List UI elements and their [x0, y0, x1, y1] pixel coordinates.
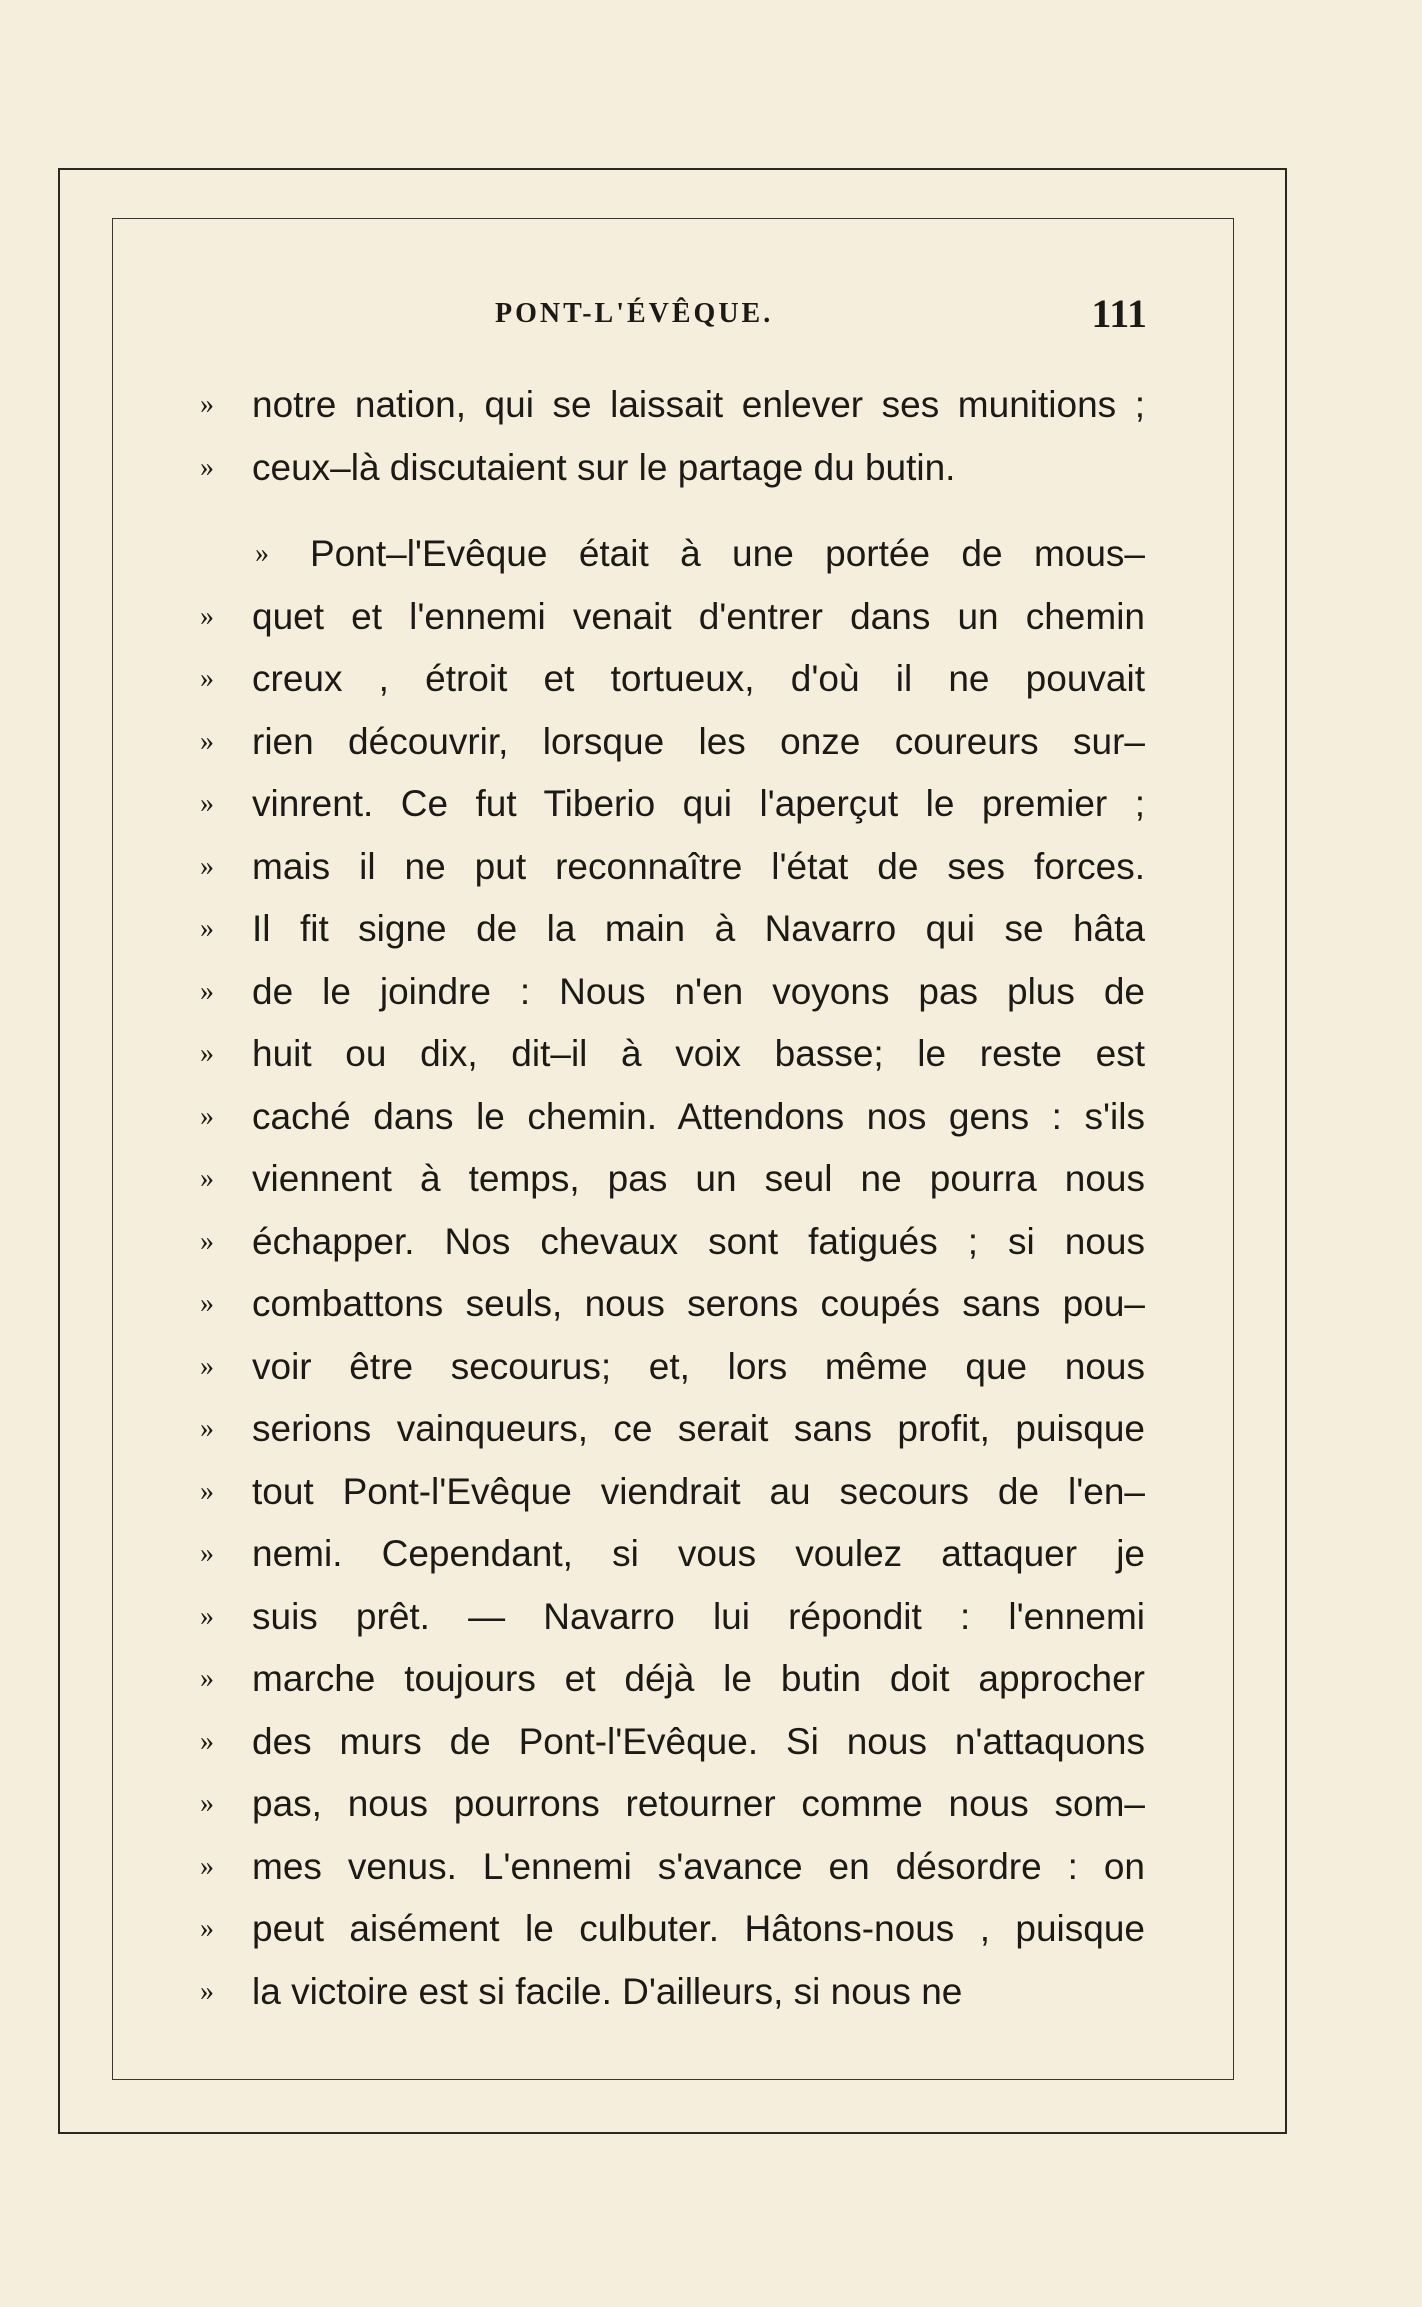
quote-mark: » — [200, 1725, 214, 1757]
text-line: de le joindre : Nous n'en voyons pas plus de — [252, 970, 1145, 1012]
text-line: rien découvrir, lorsque les onze coureurs sur– — [252, 720, 1145, 762]
page-header — [112, 291, 1147, 348]
text-line: la victoire est si facile. D'ailleurs, si nous ne — [252, 1970, 963, 2012]
text-line: nemi. Cependant, si vous voulez attaquer je — [252, 1533, 1145, 1574]
text-line: mais il ne put reconnaître l'état de ses forces. — [252, 845, 1145, 887]
quote-mark: » — [200, 1850, 214, 1882]
text-line: voir être secourus; et, lors même que nous — [252, 1345, 1145, 1387]
quote-mark: » — [200, 1538, 214, 1569]
text-line: huit ou dix, dit–il à voix basse; le reste est — [252, 1033, 1145, 1074]
text-line: ceux–là discutaient sur le partage du butin. — [252, 446, 956, 488]
page-number: 111 — [1091, 291, 1147, 336]
text-line: quet et l'ennemi venait d'entrer dans un chemin — [252, 595, 1145, 637]
quote-mark: » — [200, 1225, 214, 1257]
quote-mark: » — [200, 788, 214, 819]
quote-mark: » — [200, 1788, 214, 1819]
quote-mark: » — [200, 1288, 214, 1319]
quote-mark: » — [200, 913, 214, 944]
text-line: suis prêt. — Navarro lui répondit : l'ennemi — [252, 1595, 1145, 1637]
quote-mark: » — [200, 1913, 214, 1944]
text-line: creux , étroit et tortueux, d'où il ne pouvait — [252, 658, 1145, 699]
text-line: combattons seuls, nous serons coupés sans pou– — [252, 1283, 1145, 1324]
text-line: Il fit signe de la main à Navarro qui se hâta — [252, 908, 1145, 949]
quote-mark: » — [200, 389, 214, 420]
quote-mark: » — [200, 600, 214, 632]
quote-mark: » — [255, 538, 269, 569]
quote-mark: » — [200, 725, 214, 757]
quote-mark: » — [200, 1600, 214, 1632]
text-line: notre nation, qui se laissait enlever ses munitions ; — [252, 384, 1145, 425]
text-line: pas, nous pourrons retourner comme nous som– — [252, 1783, 1145, 1824]
quote-mark: » — [200, 1350, 214, 1382]
quote-mark: » — [200, 1100, 214, 1132]
quote-mark: » — [200, 1413, 214, 1444]
quote-mark: » — [200, 451, 214, 483]
text-line: marche toujours et déjà le butin doit approcher — [252, 1658, 1145, 1699]
quote-mark: » — [200, 1475, 214, 1507]
text-line: mes venus. L'ennemi s'avance en désordre : on — [252, 1845, 1145, 1887]
text-line: peut aisément le culbuter. Hâtons-nous , puisque — [252, 1908, 1145, 1949]
quote-mark: » — [200, 850, 214, 882]
text-line: vinrent. Ce fut Tiberio qui l'aperçut le premier ; — [252, 783, 1145, 824]
text-line: serions vainqueurs, ce serait sans profit, puisque — [252, 1408, 1145, 1449]
quote-mark: » — [200, 1038, 214, 1069]
text-line: échapper. Nos chevaux sont fatigués ; si nous — [252, 1220, 1145, 1262]
running-title: PONT-L'ÉVÊQUE. — [495, 298, 774, 329]
text-line: viennent à temps, pas un seul ne pourra nous — [252, 1158, 1145, 1199]
quote-mark: » — [200, 1975, 214, 2007]
text-line: des murs de Pont-l'Evêque. Si nous n'attaquons — [252, 1720, 1145, 1762]
text-line: Pont–l'Evêque était à une portée de mous– — [310, 533, 1145, 574]
text-line: tout Pont-l'Evêque viendrait au secours de l'en– — [252, 1470, 1145, 1512]
text-line: caché dans le chemin. Attendons nos gens : s'ils — [252, 1095, 1145, 1137]
quote-mark: » — [200, 1163, 214, 1194]
quote-mark: » — [200, 1663, 214, 1694]
quote-mark: » — [200, 975, 214, 1007]
quote-mark: » — [200, 663, 214, 694]
